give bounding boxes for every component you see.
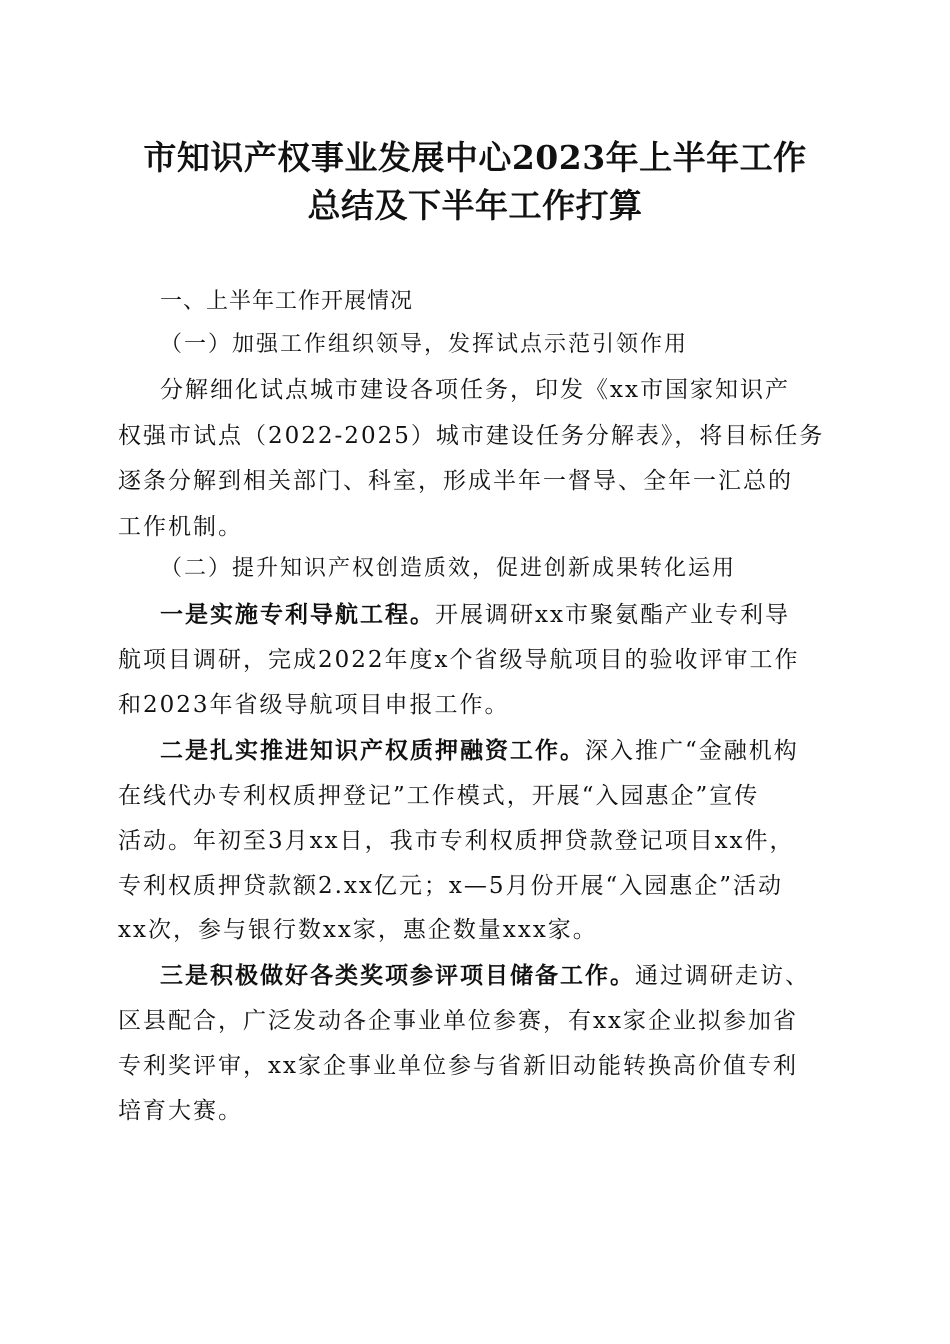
paragraph-line: 培育大赛。 <box>118 1098 243 1124</box>
subsection-heading-1: （一）加强工作组织领导，发挥试点示范引领作用 <box>160 332 689 357</box>
paragraph-line: xx次，参与银行数xx家，惠企数量xxx家。 <box>118 917 598 943</box>
paragraph-line <box>160 957 810 990</box>
paragraph-line: 在线代办专利权质押登记”工作模式，开展“入园惠企”宣传 <box>118 783 760 809</box>
paragraph-line: 分解细化试点城市建设各项任务，印发《xx市国家知识产 <box>160 377 790 403</box>
paragraph-lead: 一是实施专利导航工程。 <box>160 601 435 628</box>
paragraph-text: 开展调研xx市聚氨酯产业专利导 <box>435 602 790 628</box>
paragraph-line: 工作机制。 <box>118 514 243 540</box>
paragraph-line: 和2023年省级导航项目申报工作。 <box>118 692 510 718</box>
paragraph-line: 区县配合，广泛发动各企事业单位参赛，有xx家企业拟参加省 <box>118 1008 798 1034</box>
section-heading: 一、上半年工作开展情况 <box>160 289 414 314</box>
paragraph-line: 权强市试点（2022-2025）城市建设任务分解表》，将目标任务 <box>118 423 825 449</box>
paragraph-line: 航项目调研，完成2022年度x个省级导航项目的验收评审工作 <box>118 647 800 673</box>
paragraph-line: 活动。年初至3月xx日，我市专利权质押贷款登记项目xx件， <box>118 828 795 854</box>
paragraph-text: 深入推广“金融机构 <box>585 738 799 764</box>
title-line-2: 总结及下半年工作打算 <box>307 186 643 225</box>
paragraph-line: 专利奖评审，xx家企事业单位参与省新旧动能转换高价值专利 <box>118 1053 798 1079</box>
paragraph-lead: 三是积极做好各类奖项参评项目储备工作。 <box>160 962 635 989</box>
title-line-1: 市知识产权事业发展中心2023年上半年工作 <box>143 138 807 177</box>
paragraph-line <box>160 732 799 765</box>
paragraph-line: 逐条分解到相关部门、科室，形成半年一督导、全年一汇总的 <box>118 468 793 494</box>
subsection-heading-2: （二）提升知识产权创造质效，促进创新成果转化运用 <box>160 556 737 581</box>
document-title <box>0 134 950 230</box>
paragraph-line: 专利权质押贷款额2.xx亿元；x—5月份开展“入园惠企”活动 <box>118 873 784 899</box>
paragraph-lead: 二是扎实推进知识产权质押融资工作。 <box>160 737 585 764</box>
paragraph-line <box>160 596 790 629</box>
paragraph-text: 通过调研走访、 <box>635 963 810 989</box>
